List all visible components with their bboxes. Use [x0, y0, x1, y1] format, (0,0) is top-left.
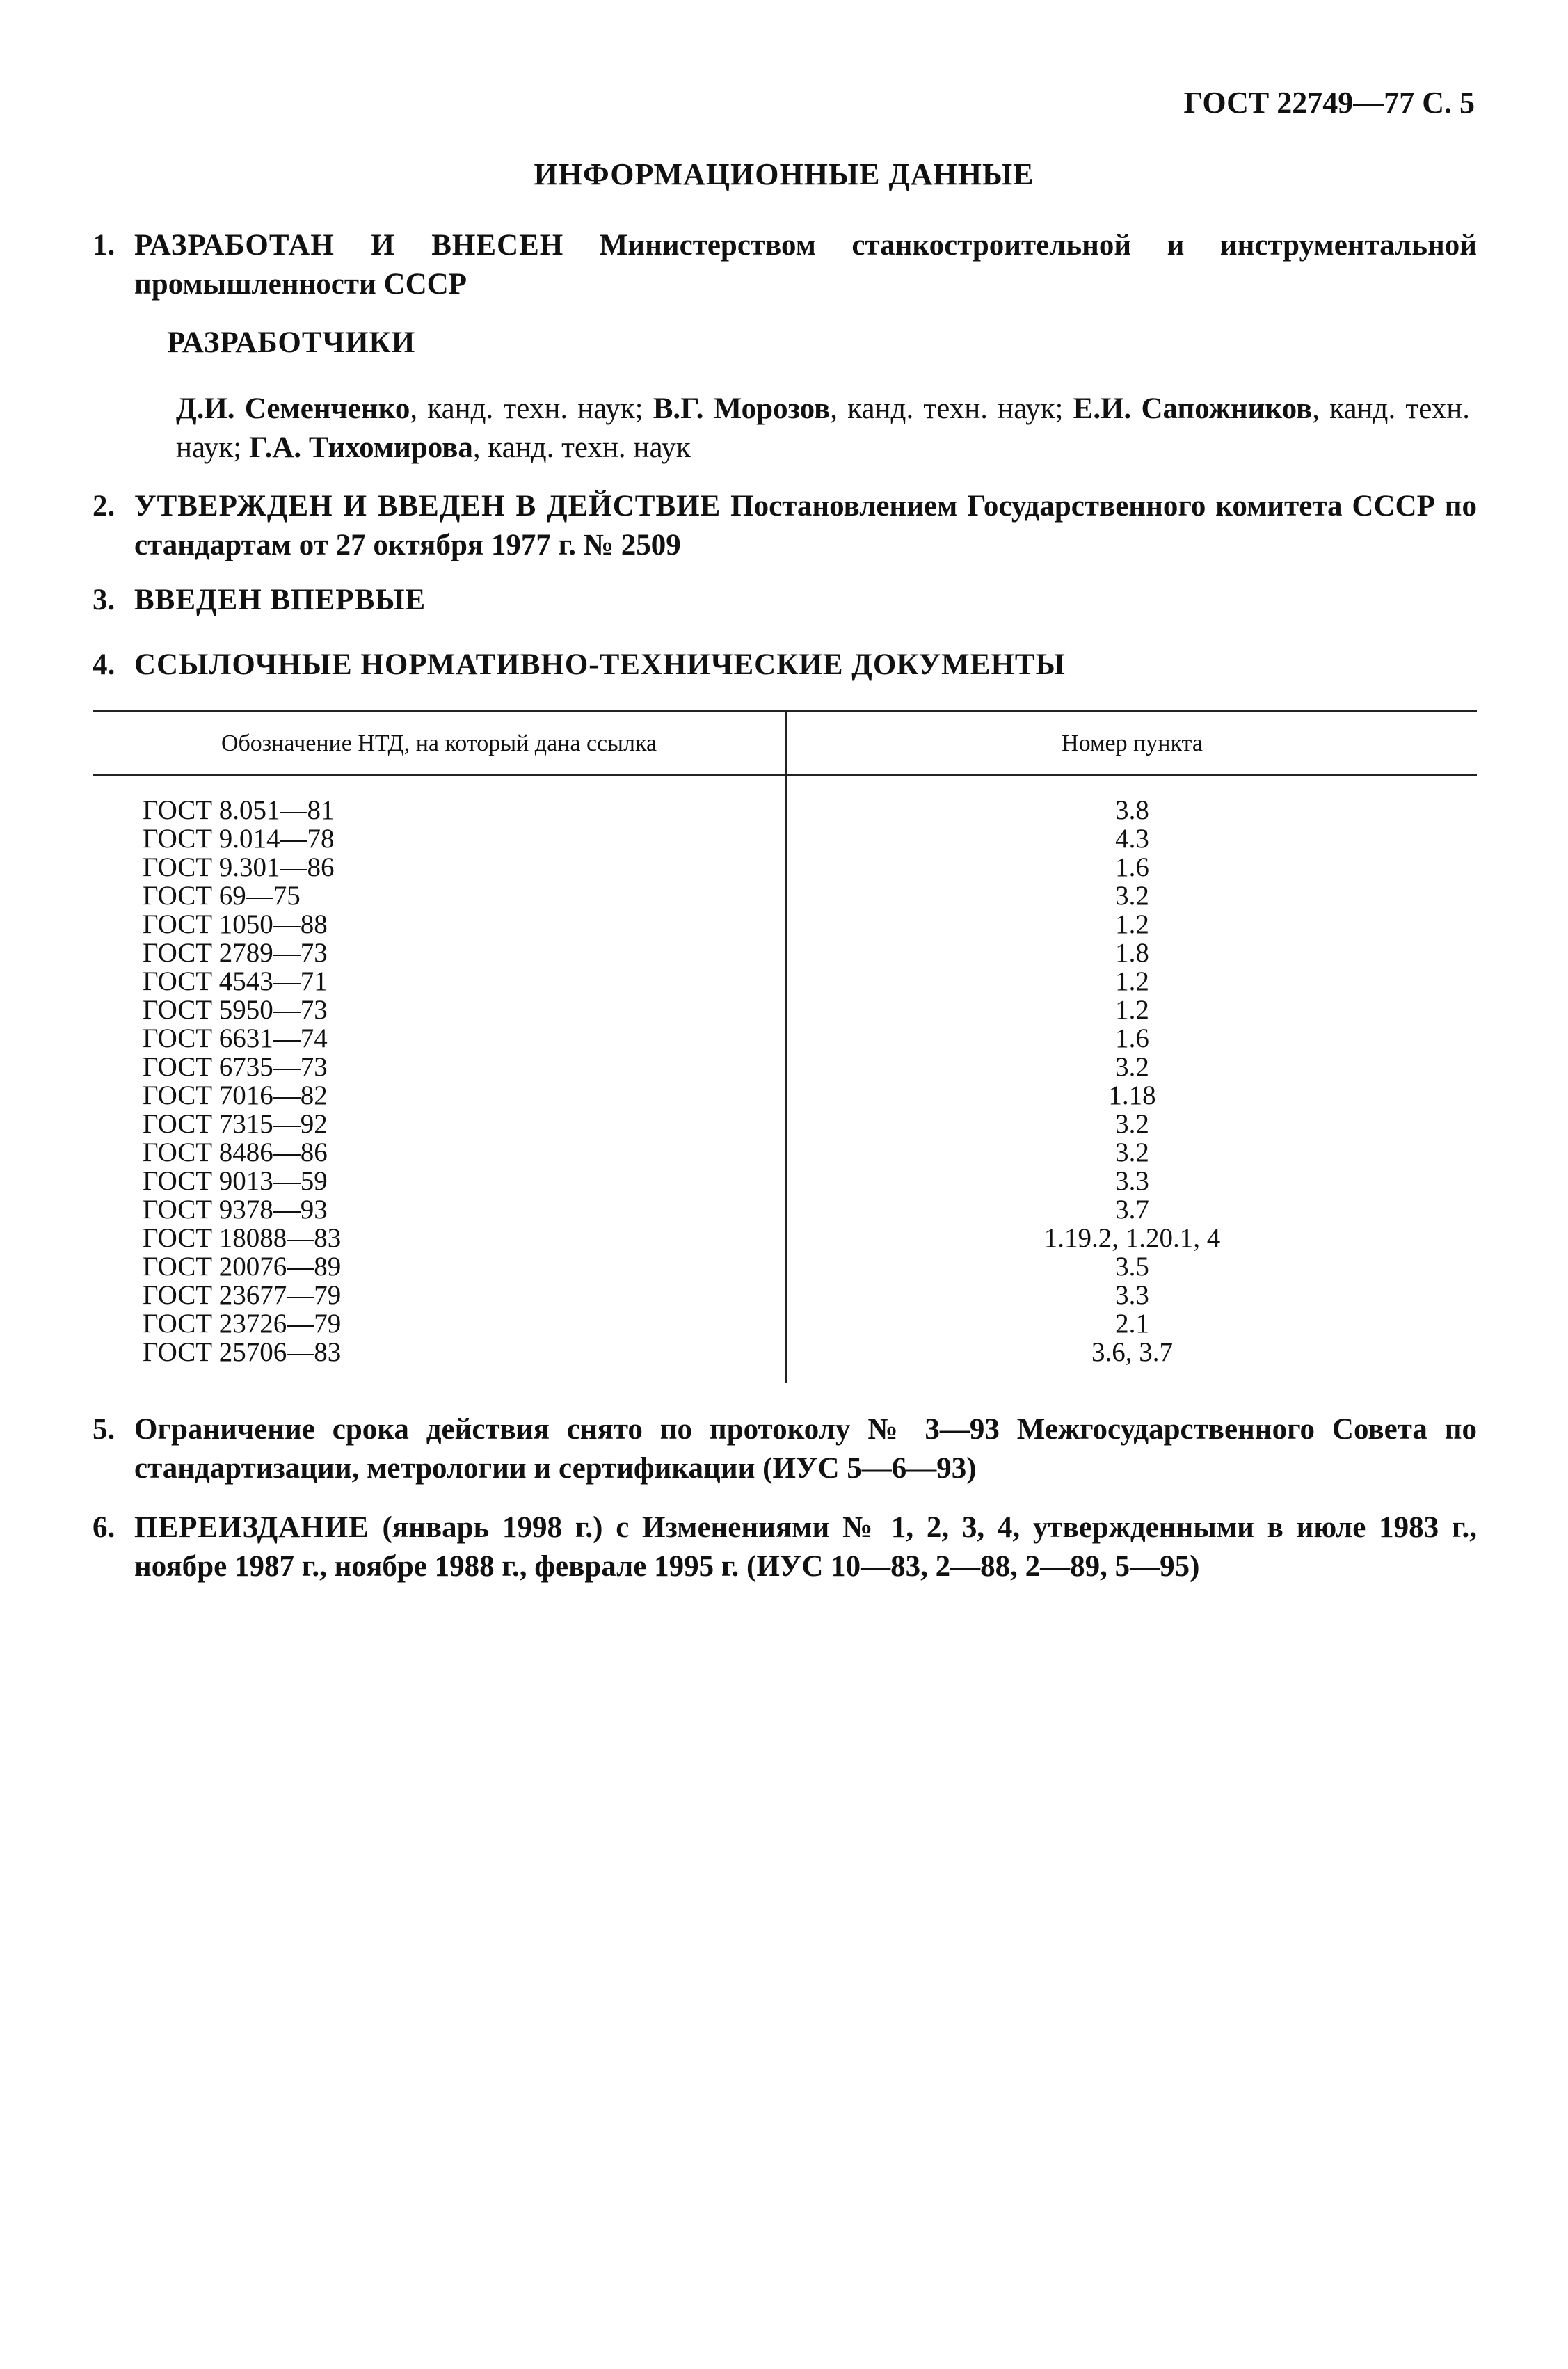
document-cell: ГОСТ 6735—73	[143, 1052, 328, 1082]
document-cell: ГОСТ 2789—73	[143, 938, 328, 968]
table-top-rule	[93, 710, 1477, 712]
clause-cell: 1.8	[1115, 938, 1149, 968]
table-row	[93, 882, 1477, 910]
table-row	[93, 1338, 1477, 1366]
document-cell: ГОСТ 18088—83	[143, 1223, 342, 1253]
clause-cell: 3.3	[1115, 1166, 1149, 1196]
document-cell: ГОСТ 1050—88	[143, 909, 328, 939]
section-number: 4.	[93, 648, 115, 681]
document-cell: ГОСТ 8486—86	[143, 1138, 328, 1167]
document-cell: ГОСТ 8.051—81	[143, 795, 335, 825]
table-row	[93, 910, 1477, 939]
section-body	[134, 581, 1477, 620]
developer-degree: , канд. техн. наук;	[410, 392, 653, 425]
clause-cell: 4.3	[1115, 824, 1149, 854]
document-cell: ГОСТ 9.301—86	[143, 852, 335, 882]
table-row	[93, 1081, 1477, 1110]
table-row	[93, 1167, 1477, 1195]
developers-heading: РАЗРАБОТЧИКИ	[167, 326, 416, 359]
document-cell: ГОСТ 9378—93	[143, 1195, 328, 1225]
clause-cell: 3.6, 3.7	[1091, 1337, 1173, 1367]
clause-cell: 1.6	[1115, 1023, 1149, 1053]
document-cell: ГОСТ 4543—71	[143, 966, 328, 996]
table-row	[93, 1195, 1477, 1224]
section-body	[134, 487, 1477, 565]
table-row	[93, 1110, 1477, 1138]
section-caps: РАЗРАБОТАН И ВНЕСЕН	[134, 229, 564, 262]
document-cell: ГОСТ 69—75	[143, 881, 301, 911]
table-row	[93, 796, 1477, 824]
document-cell: ГОСТ 9013—59	[143, 1166, 328, 1196]
section-number: 5.	[93, 1413, 115, 1446]
developer-name: Е.И. Сапожников	[1073, 392, 1313, 425]
clause-cell: 3.3	[1115, 1280, 1149, 1310]
document-cell: ГОСТ 9.014—78	[143, 824, 335, 854]
clause-cell: 2.1	[1115, 1309, 1149, 1339]
clause-cell: 3.2	[1115, 1052, 1149, 1082]
table-row	[93, 1309, 1477, 1338]
clause-cell: 1.6	[1115, 852, 1149, 882]
section-body	[134, 1410, 1477, 1488]
section-body	[134, 646, 1477, 685]
section-caps: ССЫЛОЧНЫЕ НОРМАТИВНО-ТЕХНИЧЕСКИЕ ДОКУМЕНТЫ	[134, 648, 1066, 681]
table-row	[93, 967, 1477, 996]
section-number: 2.	[93, 490, 115, 523]
document-cell: ГОСТ 23726—79	[143, 1309, 342, 1339]
developer-degree: , канд. техн. наук;	[176, 392, 1470, 464]
table-row	[93, 1053, 1477, 1081]
section-2	[93, 487, 1477, 565]
document-cell: ГОСТ 20076—89	[143, 1252, 342, 1282]
document-cell: ГОСТ 7315—92	[143, 1109, 328, 1139]
developers-list	[176, 390, 1470, 468]
section-4	[93, 646, 1477, 685]
section-body	[134, 226, 1477, 304]
table-row	[93, 1138, 1477, 1167]
clause-cell: 1.19.2, 1.20.1, 4	[1043, 1223, 1221, 1253]
section-caps: ВВЕДЕН ВПЕРВЫЕ	[134, 584, 426, 616]
document-cell: ГОСТ 23677—79	[143, 1280, 342, 1310]
section-6	[93, 1508, 1477, 1586]
table-row	[93, 1252, 1477, 1281]
document-cell: ГОСТ 25706—83	[143, 1337, 342, 1367]
clause-cell: 3.2	[1115, 1138, 1149, 1167]
section-number: 1.	[93, 229, 115, 262]
developer-name: В.Г. Морозов	[653, 392, 831, 425]
section-1	[93, 226, 1477, 304]
developer-degree: , канд. техн. наук;	[830, 392, 1073, 425]
clause-cell: 3.2	[1115, 1109, 1149, 1139]
section-text: Ограничение срока действия снято по протоколу № 3—93 Межгосударственного Совета по стандартизации, метрологии и сертификации (ИУС 5—6—93)	[134, 1413, 1477, 1485]
section-caps: ПЕРЕИЗДАНИЕ	[134, 1511, 369, 1544]
table-row	[93, 939, 1477, 967]
section-text: (январь 1998 г.) с Изменениями № 1, 2, 3, 4, утвержденными в июле 1983 г., ноябре 1987 г., ноябре 1988 г., феврале 1995 г. (ИУС 10—83, 2—88, 2—89, 5—95)	[134, 1511, 1477, 1583]
section-number: 3.	[93, 584, 115, 616]
document-cell: ГОСТ 5950—73	[143, 995, 328, 1025]
developer-name: Г.А. Тихомирова	[249, 431, 473, 464]
page-title: ИНФОРМАЦИОННЫЕ ДАННЫЕ	[534, 157, 1034, 191]
table-row	[93, 996, 1477, 1024]
section-3	[93, 581, 1477, 620]
section-body	[134, 1508, 1477, 1586]
section-number: 6.	[93, 1511, 115, 1544]
column-header-document: Обозначение НТД, на который дана ссылка	[221, 731, 657, 756]
clause-cell: 3.8	[1115, 795, 1149, 825]
developer-degree: , канд. техн. наук	[472, 431, 691, 464]
table-row	[93, 824, 1477, 853]
page-reference: ГОСТ 22749—77 С. 5	[1183, 86, 1475, 120]
section-caps: УТВЕРЖДЕН И ВВЕДЕН В ДЕЙСТВИЕ	[134, 490, 721, 523]
section-text: Постановлением Государственного комитета СССР по стандартам от 27 октября 1977 г. № 2509	[134, 490, 1477, 561]
section-text: Министерством станкостроительной и инструментальной промышленности СССР	[134, 229, 1477, 301]
clause-cell: 3.5	[1115, 1252, 1149, 1282]
document-cell: ГОСТ 7016—82	[143, 1080, 328, 1110]
document-cell: ГОСТ 6631—74	[143, 1023, 328, 1053]
table-row	[93, 1281, 1477, 1309]
clause-cell: 3.2	[1115, 881, 1149, 911]
clause-cell: 1.2	[1115, 909, 1149, 939]
clause-cell: 3.7	[1115, 1195, 1149, 1225]
table-row	[93, 853, 1477, 882]
clause-cell: 1.2	[1115, 966, 1149, 996]
table-row	[93, 1224, 1477, 1252]
clause-cell: 1.18	[1108, 1080, 1156, 1110]
clause-cell: 1.2	[1115, 995, 1149, 1025]
table-header-rule	[93, 774, 1477, 776]
column-header-clause: Номер пункта	[1062, 731, 1203, 756]
table-row	[93, 1024, 1477, 1053]
developer-name: Д.И. Семенченко	[176, 392, 410, 425]
table-body	[93, 796, 1477, 1366]
reference-documents-table	[93, 710, 1477, 1383]
section-5	[93, 1410, 1477, 1488]
